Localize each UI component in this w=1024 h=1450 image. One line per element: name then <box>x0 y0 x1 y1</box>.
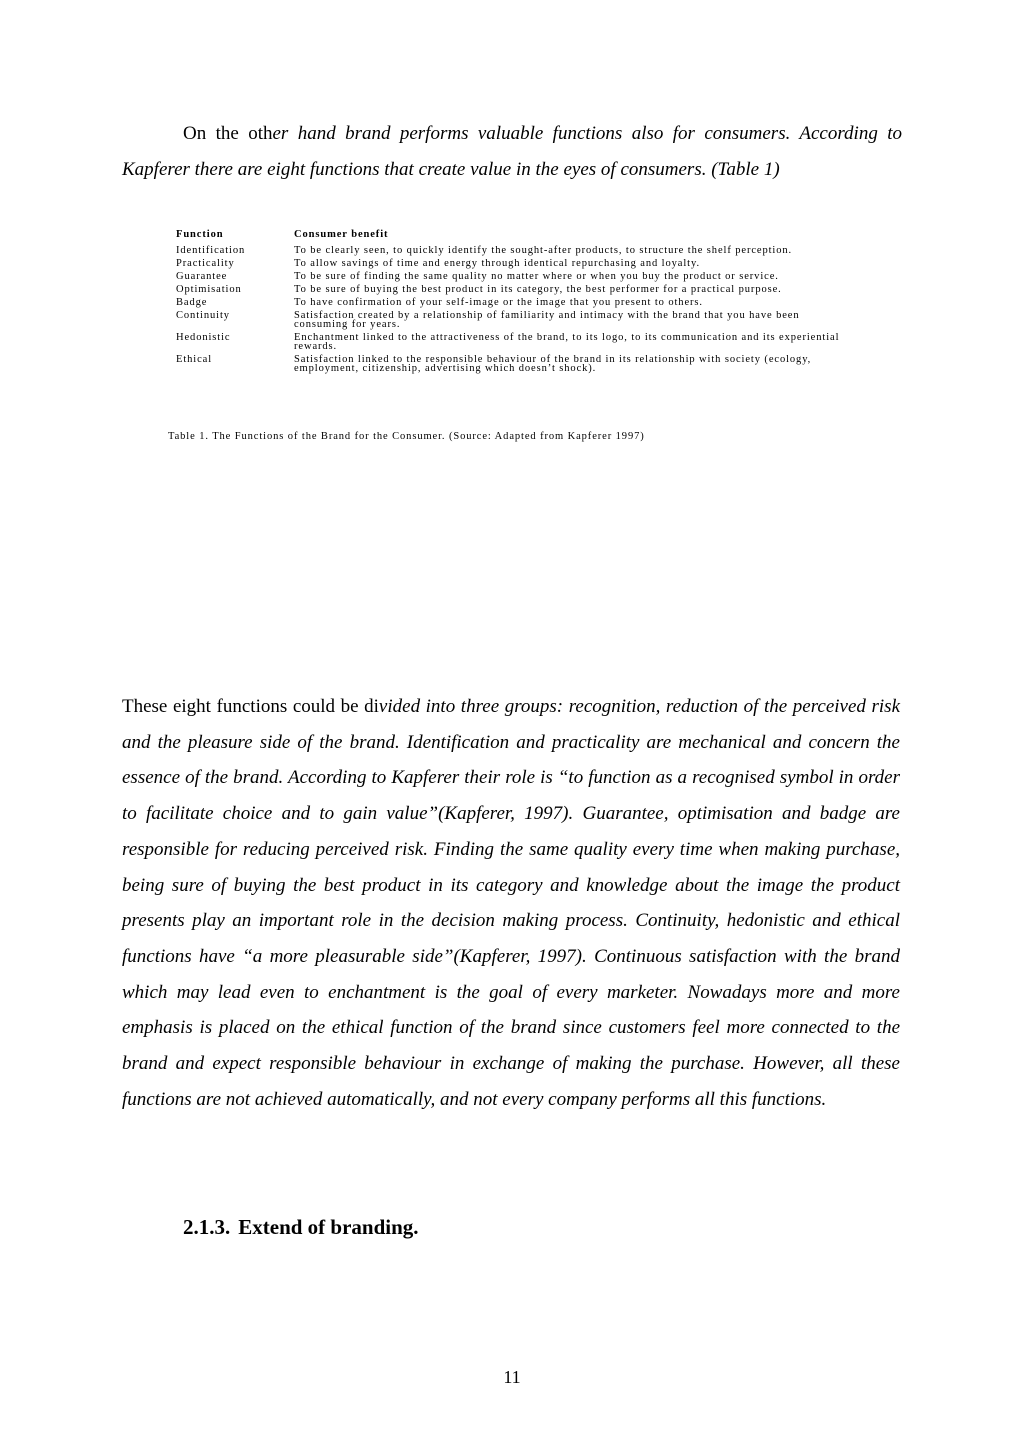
benefit-cell: To have confirmation of your self-image or the image that you present to others. <box>294 297 703 308</box>
body-paragraph <box>122 689 900 1117</box>
table-row <box>170 297 850 310</box>
table-row <box>170 271 850 284</box>
table-header-row <box>170 228 850 245</box>
section-title: Extend of branding. <box>238 1215 419 1239</box>
body-plain-text: These eight functions could be di <box>122 696 379 717</box>
benefit-cell: To be sure of buying the best product in its category, the best performer for a practical purpose. <box>294 284 782 295</box>
function-cell: Optimisation <box>176 284 242 295</box>
benefit-column-header: Consumer benefit <box>294 229 389 240</box>
function-cell: Continuity <box>176 310 230 321</box>
benefit-cell: Satisfaction linked to the responsible behaviour of the brand in its relationship with society (ecology, employment, citizenship, advertising which doesn’t shock). <box>294 354 812 374</box>
benefit-cell: To be sure of finding the same quality no matter where or when you buy the product or service. <box>294 271 779 282</box>
table-caption: Table 1. The Functions of the Brand for the Consumer. (Source: Adapted from Kapferer 1997) <box>168 431 645 442</box>
body-italic-text: vided into three groups: recognition, reduction of the perceived risk and the pleasure side of the brand. Identification and practicality are mechanical and concern the essence of the brand. According to Kapferer their role is “to function as a recognised symbol in order to facilitate choice and to gain value”(Kapferer, 1997). Guarantee, optimisation and badge are responsible for reducing perceived risk. Finding the same quality every time when making purchase, being sure of buying the best product in its category and knowledge about the image the product presents play an important role in the decision making process. Continuity, hedonistic and ethical functions have “a more pleasurable side”(Kapferer, 1997). Continuous satisfaction with the brand which may lead even to enchantment is the goal of every marketer. Nowadays more and more emphasis is placed on the ethical function of the brand since customers feel more connected to the brand and expect responsible behaviour in exchange of making the purchase. However, all these functions are not achieved automatically, and not every company performs all this functions. <box>122 696 901 1110</box>
table-row <box>170 332 850 354</box>
intro-italic-text: er hand brand performs valuable functions also for consumers. According to Kapferer there are eight functions that create value in the eyes of consumers. (Table 1) <box>122 123 902 180</box>
benefit-cell: Satisfaction created by a relationship of familiarity and intimacy with the brand that you have been consuming for years. <box>294 310 800 330</box>
page-number: 11 <box>503 1367 521 1387</box>
table-row <box>170 284 850 297</box>
function-cell: Guarantee <box>176 271 228 282</box>
section-number: 2.1.3. <box>183 1215 231 1239</box>
benefit-cell: Enchantment linked to the attractiveness of the brand, to its logo, to its communication and its experiential rewards. <box>294 332 840 352</box>
function-cell: Identification <box>176 245 246 256</box>
function-cell: Ethical <box>176 354 213 365</box>
intro-plain-text: On the oth <box>183 123 273 144</box>
table-row <box>170 258 850 271</box>
benefit-cell: To allow savings of time and energy through identical repurchasing and loyalty. <box>294 258 700 269</box>
section-heading <box>183 1215 419 1240</box>
table-row <box>170 354 850 376</box>
brand-functions-table <box>170 228 850 376</box>
benefit-cell: To be clearly seen, to quickly identify the sought-after products, to structure the shelf perception. <box>294 245 793 256</box>
intro-paragraph <box>122 116 902 188</box>
table-row <box>170 310 850 332</box>
function-cell: Hedonistic <box>176 332 231 343</box>
function-cell: Badge <box>176 297 208 308</box>
function-column-header: Function <box>176 229 224 240</box>
function-cell: Practicality <box>176 258 235 269</box>
table-row <box>170 245 850 258</box>
